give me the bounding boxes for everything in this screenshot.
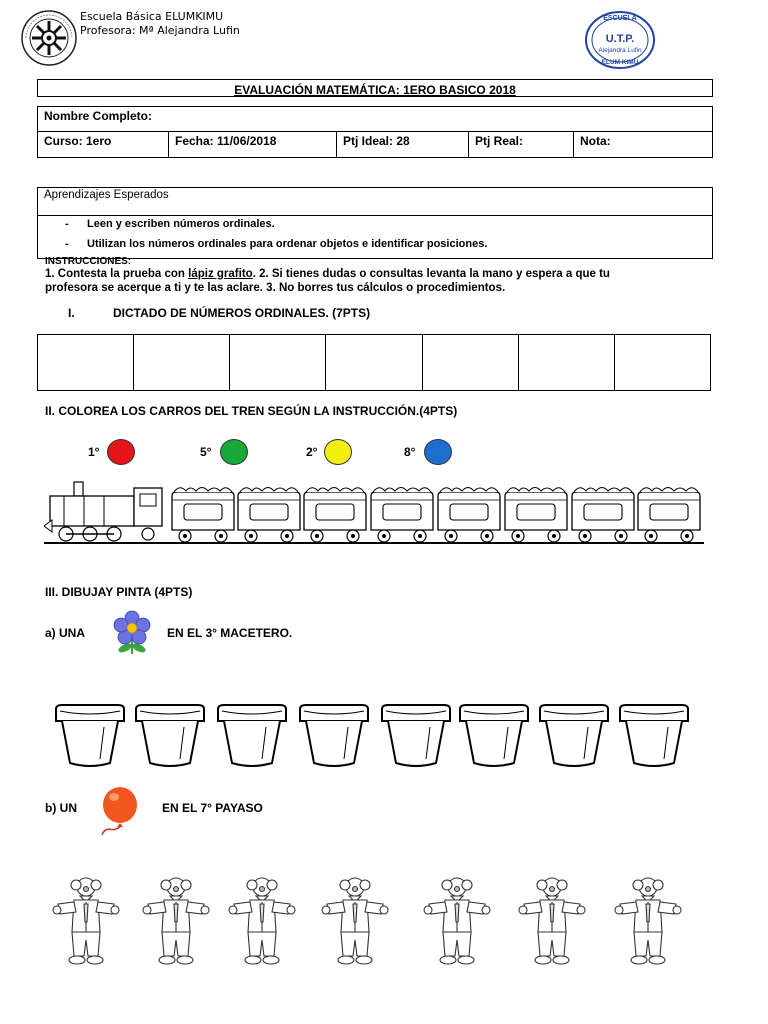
train-locomotive	[44, 482, 162, 541]
fecha-label: Fecha: 11/06/2018	[175, 134, 277, 148]
exam-title-box	[37, 79, 713, 97]
key-dot-blue	[424, 439, 452, 465]
ptj-ideal-label: Ptj Ideal: 28	[343, 134, 410, 148]
flower-pot-6[interactable]	[460, 705, 528, 766]
exam-title: EVALUACIÓN MATEMÁTICA: 1ERO BASICO 2018	[234, 83, 516, 97]
key-label-1: 1°	[88, 445, 100, 459]
stamp-middle-text: U.T.P.	[605, 33, 635, 45]
section-3-title: III. DIBUJAY PINTA (4PTS)	[45, 585, 193, 599]
train-wagon-4[interactable]	[371, 488, 433, 543]
dictation-cell-4[interactable]	[326, 335, 422, 391]
aprendizajes-heading: Aprendizajes Esperados	[38, 188, 712, 216]
train-wagon-7[interactable]	[572, 488, 634, 543]
section-2-title: II. COLOREA LOS CARROS DEL TREN SEGÚN LA INSTRUCCIÓN.(4PTS)	[45, 404, 458, 418]
key-label-2: 5°	[200, 445, 212, 459]
nota-label: Nota:	[580, 134, 611, 148]
item-a-prefix: a) UNA	[45, 626, 86, 640]
flower-pot-5[interactable]	[382, 705, 450, 766]
item-a-suffix: EN EL 3° MACETERO.	[167, 626, 293, 640]
clown-2[interactable]	[143, 878, 209, 964]
item-b-prefix: b) UN	[45, 801, 77, 815]
aprendizaje-item-2: - Utilizan los números ordinales para ordenar objetos e identificar posiciones.	[65, 238, 488, 250]
stamp-top-text: ESCUELA	[603, 15, 637, 22]
clown-1[interactable]	[53, 878, 119, 964]
aprendizaje-item-1: - Leen y escriben números ordinales.	[65, 218, 275, 230]
flower-pot-1[interactable]	[56, 705, 124, 766]
key-dot-yellow	[324, 439, 352, 465]
name-label: Nombre Completo:	[44, 109, 152, 123]
dictation-cell-3[interactable]	[230, 335, 326, 391]
train-wagon-1[interactable]	[172, 488, 234, 543]
balloon-icon	[96, 785, 140, 837]
name-field[interactable]	[38, 107, 713, 132]
clown-6[interactable]	[519, 878, 585, 964]
key-dot-red	[107, 439, 135, 465]
student-info-table	[37, 106, 713, 158]
ptj-real-label: Ptj Real:	[475, 134, 524, 148]
instructions-heading: INSTRUCCIONES:	[45, 256, 132, 267]
curso-label: Curso: 1ero	[44, 134, 112, 148]
train-wagon-3[interactable]	[304, 488, 366, 543]
flower-pots-row	[50, 700, 700, 770]
instruction-text-1b: . 2. Si tienes dudas o consultas levanta la mano y espera a que tu	[252, 268, 610, 280]
train-wagon-8[interactable]	[638, 488, 700, 543]
instruction-underlined: lápiz grafito	[188, 268, 253, 280]
ptj-real-field[interactable]	[469, 132, 574, 158]
dictation-cell-6[interactable]	[518, 335, 614, 391]
train-wagon-5[interactable]	[438, 488, 500, 543]
flower-pot-4[interactable]	[300, 705, 368, 766]
stamp-bottom-text: ELUM KIMU	[601, 59, 639, 66]
clown-5[interactable]	[424, 878, 490, 964]
dictation-cell-7[interactable]	[614, 335, 710, 391]
dictation-cell-2[interactable]	[134, 335, 230, 391]
dictation-cell-1[interactable]	[38, 335, 134, 391]
clown-3[interactable]	[229, 878, 295, 964]
fecha-cell	[169, 132, 337, 158]
school-logo	[20, 8, 78, 68]
aprendizajes-box	[37, 187, 713, 259]
flower-pot-2[interactable]	[136, 705, 204, 766]
ptj-ideal-cell	[337, 132, 469, 158]
stamp-name-text: Alejandra Lufin	[598, 47, 642, 54]
section-1-number: I.	[68, 306, 75, 320]
dictation-table	[37, 334, 711, 391]
nota-field[interactable]	[574, 132, 713, 158]
instruction-text-2: profesora se acerque a ti y te las aclare. 3. No borres tus cálculos o procedimientos.	[45, 282, 506, 294]
key-label-3: 2°	[306, 445, 318, 459]
train-wagon-6[interactable]	[505, 488, 567, 543]
instruction-text-1a: 1. Contesta la prueba con	[45, 268, 189, 280]
flower-pot-3[interactable]	[218, 705, 286, 766]
curso-cell	[38, 132, 169, 158]
flower-pot-7[interactable]	[540, 705, 608, 766]
school-name: Escuela Básica ELUMKIMU	[80, 10, 224, 23]
dictation-cell-5[interactable]	[422, 335, 518, 391]
section-1-title: DICTADO DE NÚMEROS ORDINALES. (7PTS)	[113, 306, 371, 320]
clown-7[interactable]	[615, 878, 681, 964]
item-b-suffix: EN EL 7° PAYASO	[162, 801, 263, 815]
train-illustration	[44, 480, 704, 548]
train-wagon-2[interactable]	[238, 488, 300, 543]
flower-icon	[112, 610, 154, 656]
key-dot-green	[220, 439, 248, 465]
key-label-4: 8°	[404, 445, 416, 459]
instructions	[45, 257, 715, 295]
flower-pot-8[interactable]	[620, 705, 688, 766]
clown-4[interactable]	[322, 878, 388, 964]
teacher-name: Profesora: Mª Alejandra Lufin	[80, 24, 240, 37]
clowns-row	[50, 870, 715, 970]
utp-stamp	[583, 9, 657, 71]
